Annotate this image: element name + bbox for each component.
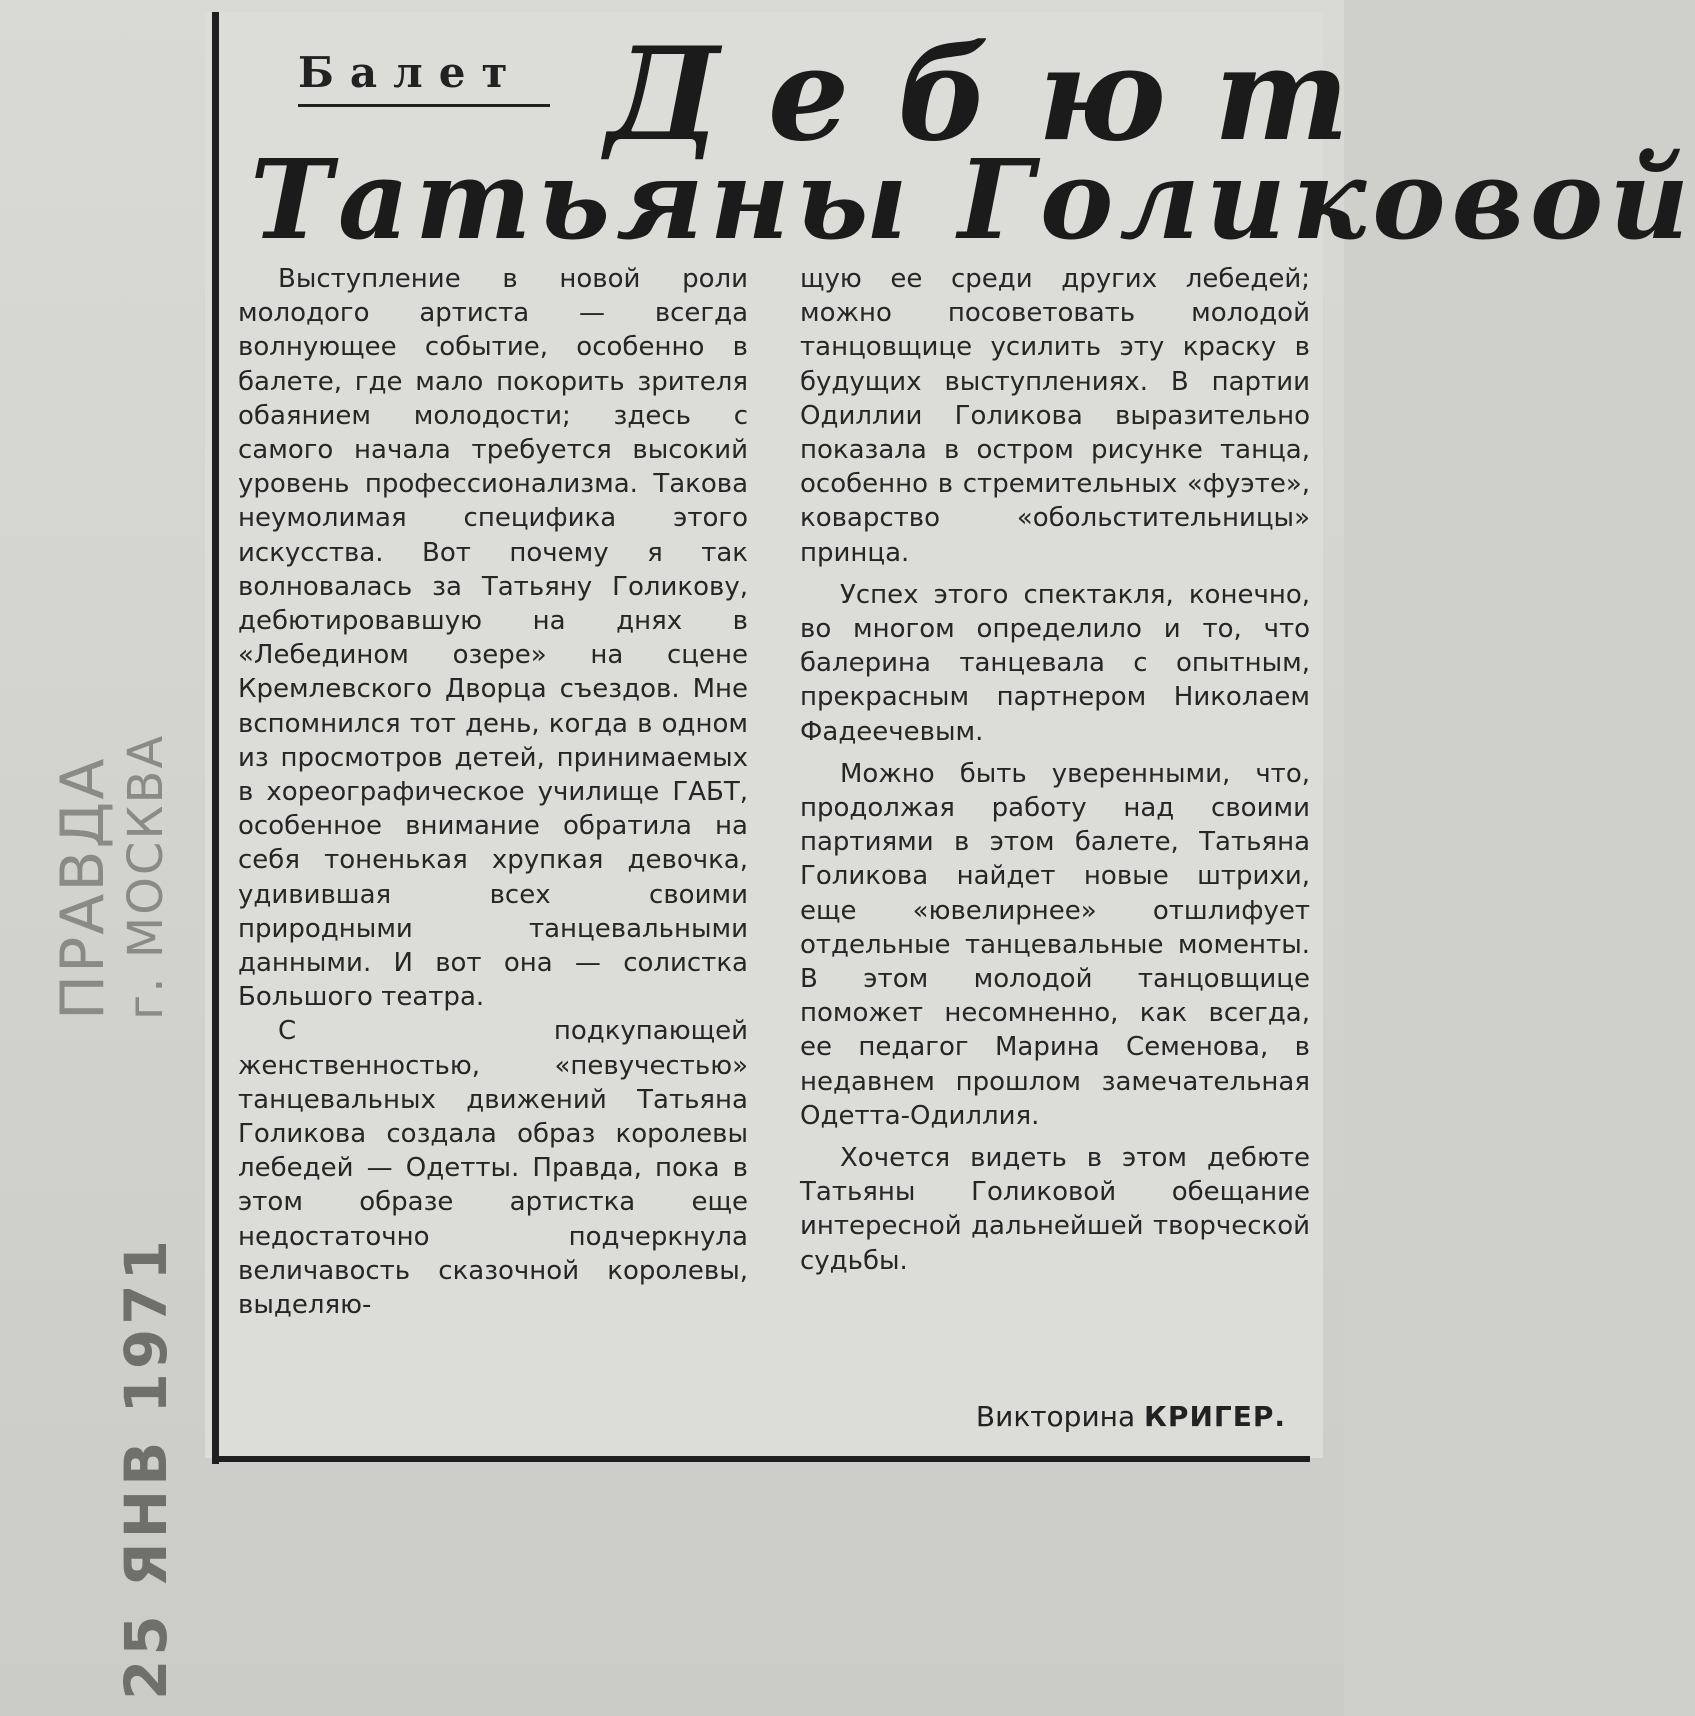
stamp-newspaper: ПРАВДА (48, 756, 118, 1020)
article-column-2 (800, 262, 1310, 1278)
headline-line-2: Татьяны Голиковой (250, 135, 1695, 264)
archive-stamp (0, 0, 205, 1716)
clipping-bottom-rule (212, 1456, 1310, 1462)
author-first-name: Викторина (975, 1400, 1136, 1433)
stamp-city: г. МОСКВА (118, 733, 174, 1020)
paragraph: Выступление в новой роли молодого артиста — всегда волнующее событие, особенно в балете, где мало покорить зрителя обаянием молодости; здесь с самого начала требуется высокий уровень профессионализма. Такова неумолимая специфика этого искусства. Вот почему я так волновалась за Татьяну Голикову, дебютировавшую на днях в «Лебедином озере» на сцене Кремлевского Дворца съездов. Мне вспомнился тот день, когда в одном из просмотров детей, принимаемых в хореографическое училище ГАБТ, особенное внимание обратила на себя тоненькая хрупкая девочка, удивившая всех своими природными танцевальными данными. И вот она — солистка Большого театра. (238, 264, 748, 1013)
paragraph: Хочется видеть в этом дебюте Татьяны Голиковой обещание интересной дальнейшей творческой судьбы. (800, 1143, 1310, 1276)
stamp-date: 25 ЯНВ 1971 (112, 1236, 180, 1700)
article-rubric: Балет (298, 48, 524, 97)
paragraph: Можно быть уверенными, что, продолжая работу над своими партиями в этом балете, Татьяна Голикова найдет новые штрихи, еще «ювелирнее» отшлифует отдельные танцевальные моменты. В этом молодой танцовщице поможет несомненно, как всегда, ее педагог Марина Семенова, в недавнем прошлом замечательная Одетта-Одиллия. (800, 758, 1310, 1131)
author-surname: КРИГЕР. (1144, 1400, 1286, 1433)
article-byline (976, 1400, 1286, 1433)
paragraph: щую ее среди других лебедей; можно посоветовать молодой танцовщице усилить эту краску в будущих выступлениях. В партии Одиллии Голикова выразительно показала в остром рисунке танца, особенно в стремительных «фуэте», коварство «обольстительницы» принца. (800, 264, 1310, 568)
headline-line-1: Дебют (606, 20, 1398, 170)
paragraph: С подкупающей женственностью, «певучестью» танцевальных движений Татьяна Голикова создала образ королевы лебедей — Одетты. Правда, пока в этом образе артистка еще недостаточно подчеркнула величавость сказочной королевы, выделяю- (238, 1016, 748, 1321)
paragraph: Успех этого спектакля, конечно, во многом определило и то, что балерина танцевала с опытным, прекрасным партнером Николаем Фадеечевым. (800, 579, 1310, 747)
clipping-left-rule (212, 12, 219, 1464)
article-column-1 (238, 262, 748, 1322)
rubric-underline (298, 104, 550, 107)
